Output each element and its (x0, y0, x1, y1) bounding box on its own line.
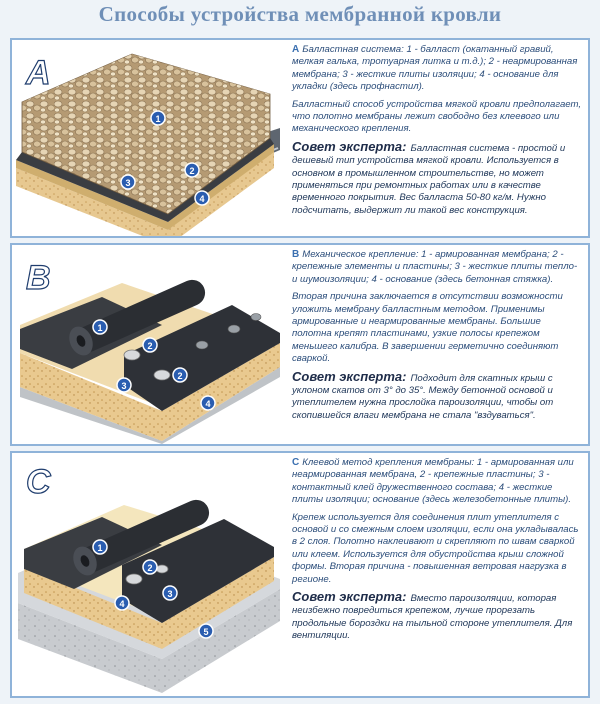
panel-body: Балластный способ устройства мягкой кровли предполагает, что полотно мембраны лежит свободно без клеевого или механического крепления. (292, 98, 582, 135)
marker-4 (115, 596, 129, 610)
svg-text:1: 1 (97, 543, 103, 553)
marker-2 (185, 163, 199, 177)
svg-text:4: 4 (119, 599, 125, 609)
panel-c-text (292, 457, 582, 648)
svg-text:A: A (26, 54, 51, 92)
svg-text:2: 2 (147, 563, 153, 573)
svg-text:C: C (26, 463, 51, 501)
panel-description: Механическое крепление: 1 - армированная мембрана; 2 - крепежные элементы и пластины; 3 - жесткие плиты тепло- и шумоизоляции; 4 - основание (здесь бетонная стяжка). (292, 249, 578, 285)
svg-text:3: 3 (125, 178, 131, 188)
panel-c (10, 451, 590, 698)
marker-5 (199, 624, 213, 638)
marker-1 (93, 320, 107, 334)
illustration-ballast (12, 40, 284, 236)
svg-text:1: 1 (155, 114, 161, 124)
panel-letter: C (292, 457, 300, 468)
marker-2 (143, 338, 157, 352)
svg-text:2: 2 (177, 371, 183, 381)
illustration-adhesive (12, 453, 284, 696)
panel-b (10, 243, 590, 446)
panel-description: Балластная система: 1 - балласт (окатанный гравий, мелкая галька, тротуарная литка и т.д.); 2 - неармированная мембрана; 3 - жесткие плиты изоляции; 4 - основание для укладки (здесь профнастил). (292, 44, 578, 93)
expert-text: Подходит для скатных крыш с уклоном скатов от 3° до 35°. Между бетонной основой и утеплителем нужна прослойка пароизоляции, чтобы от скопившейся влаги мембрана не стала "вздуваться". (292, 372, 554, 421)
marker-3 (163, 586, 177, 600)
svg-text:5: 5 (203, 627, 209, 637)
marker-4 (201, 396, 215, 410)
marker-4 (195, 191, 209, 205)
svg-text:3: 3 (121, 381, 127, 391)
svg-text:B: B (26, 259, 51, 297)
svg-text:4: 4 (199, 194, 205, 204)
panel-letter: B (292, 249, 300, 260)
svg-text:2: 2 (189, 166, 195, 176)
expert-text: Вместо пароизоляции, которая неизбежно повредиться крепежом, лучше прорезать продольные бороздки на тыльной стороне утеплителя. Для вентиляции. (292, 593, 573, 642)
svg-text:1: 1 (97, 323, 103, 333)
marker-1 (151, 111, 165, 125)
svg-text:2: 2 (147, 341, 153, 351)
expert-label: Совет эксперта: (292, 368, 407, 384)
panel-description: Клеевой метод крепления мембраны: 1 - армированная или неармированная мембрана, 2 - крепежные пластины; 3 - контактный клей дружественного состава; 4 - жесткие плиты изоляции; основание (здесь железобетонные плиты). (292, 457, 574, 506)
illustration-mechanical (12, 245, 284, 444)
marker-3 (121, 175, 135, 189)
panel-body: Вторая причина заключается в отсутствии возможности уложить мембрану балластным методом. Применимы армированные и неармированные мембраны. Большие полотна крепят пластинами, узкие полосы крепежом меньшего калибра. В завершении герметично соединяют сваркой. (292, 291, 563, 365)
panel-body: Крепеж используется для соединения плит утеплителя с основой и со смежным слоем изоляции, если она укладывалась в 2 слоя. Полотно наклеивают и скрепляют по швам сваркой или клеем. Используется для обустройства крыш сложной формы. Вторая причина - повышенная ветровая нагрузка в регионе. (292, 511, 579, 585)
panel-a-text (292, 44, 582, 222)
page-title: Способы устройства мембранной кровли (98, 2, 502, 26)
expert-label: Совет эксперта: (292, 138, 407, 154)
expert-label: Совет эксперта: (292, 589, 407, 605)
svg-text:4: 4 (205, 399, 211, 409)
marker-2 (143, 560, 157, 574)
panel-b-text (292, 249, 582, 427)
expert-text: Балластная система - простой и дешевый тип устройства мягкой кровли. Используется в основном в промышленном строительстве, но может применяться при ремонтных работах или в качестве временного покрытия. Вес балласта 50-80 кг/м. Нужно подсчитать, выдержит ли такой вес конструкция. (292, 142, 566, 216)
marker-3 (117, 378, 131, 392)
svg-text:3: 3 (167, 589, 173, 599)
panel-a (10, 38, 590, 238)
marker-2b (173, 368, 187, 382)
panel-letter: A (292, 44, 300, 55)
marker-1 (93, 540, 107, 554)
